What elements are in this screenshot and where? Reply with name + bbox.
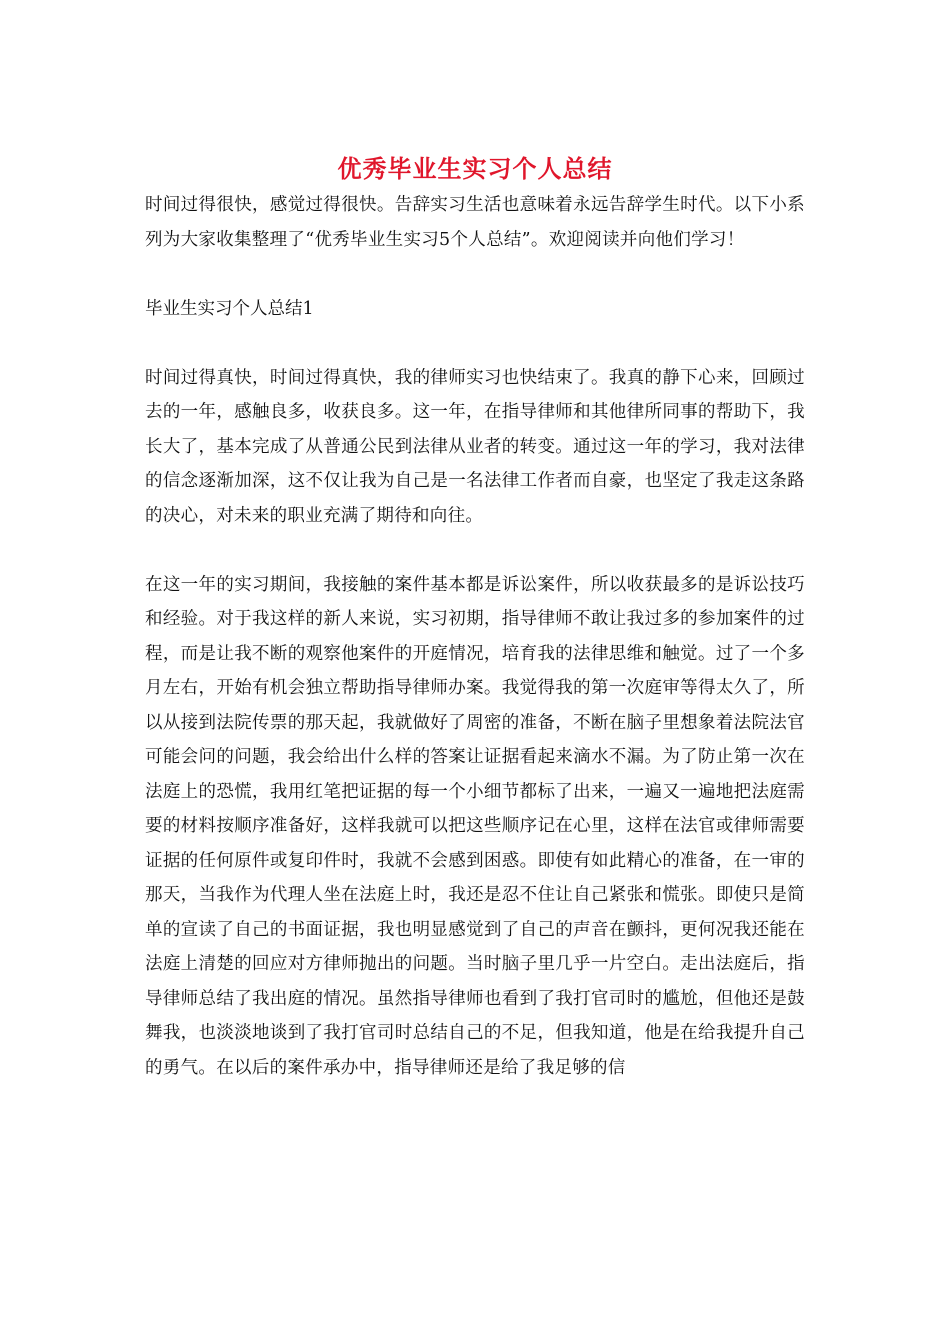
body-paragraph-1: 时间过得真快，时间过得真快，我的律师实习也快结束了。我真的静下心来，回顾过去的一年，感触良多，收获良多。这一年，在指导律师和其他律所同事的帮助下，我长大了，基本完成了从普通公民到法律从业者的转变。通过这一年的学习，我对法律的信念逐渐加深，这不仅让我为自己是一名法律工作者而自豪，也坚定了我走这条路的决心，对未来的职业充满了期待和向往。 (145, 367, 805, 526)
section-heading: 毕业生实习个人总结1 (145, 298, 314, 319)
body-paragraph-2: 在这一年的实习期间，我接触的案件基本都是诉讼案件，所以收获最多的是诉讼技巧和经验。对于我这样的新人来说，实习初期，指导律师不敢让我过多的参加案件的过程，而是让我不断的观察他案件的开庭情况，培育我的法律思维和触觉。过了一个多月左右，开始有机会独立帮助指导律师办案。我觉得我的第一次庭审等得太久了，所以从接到法院传票的那天起，我就做好了周密的准备，不断在脑子里想象着法院法官可能会问的问题，我会给出什么样的答案让证据看起来滴水不漏。为了防止第一次在法庭上的恐慌，我用红笔把证据的每一个小细节都标了出来，一遍又一遍地把法庭需要的材料按顺序准备好，这样我就可以把这些顺序记在心里，这样在法官或律师需要证据的任何原件或复印件时，我就不会感到困惑。即使有如此精心的准备，在一审的那天，当我作为代理人坐在法庭上时，我还是忍不住让自己紧张和慌张。即使只是简单的宣读了自己的书面证据，我也明显感觉到了自己的声音在颤抖，更何况我还能在法庭上清楚的回应对方律师抛出的问题。当时脑子里几乎一片空白。走出法庭后，指导律师总结了我出庭的情况。虽然指导律师也看到了我打官司时的尴尬，但他还是鼓舞我，也淡淡地谈到了我打官司时总结自己的不足，但我知道，他是在给我提升自己的勇气。在以后的案件承办中，指导律师还是给了我足够的信 (145, 574, 805, 1078)
paragraph-gap (145, 533, 805, 568)
intro-paragraph: 时间过得很快，感觉过得很快。告辞实习生活也意味着永远告辞学生时代。以下小系列为大家收集整理了“优秀毕业生实习5个人总结”。欢迎阅读并向他们学习！ (145, 195, 805, 250)
paragraph-gap (145, 326, 805, 361)
document-title: 优秀毕业生实习个人总结 (337, 154, 613, 183)
paragraph-gap (145, 257, 805, 292)
document-page (145, 150, 805, 1085)
